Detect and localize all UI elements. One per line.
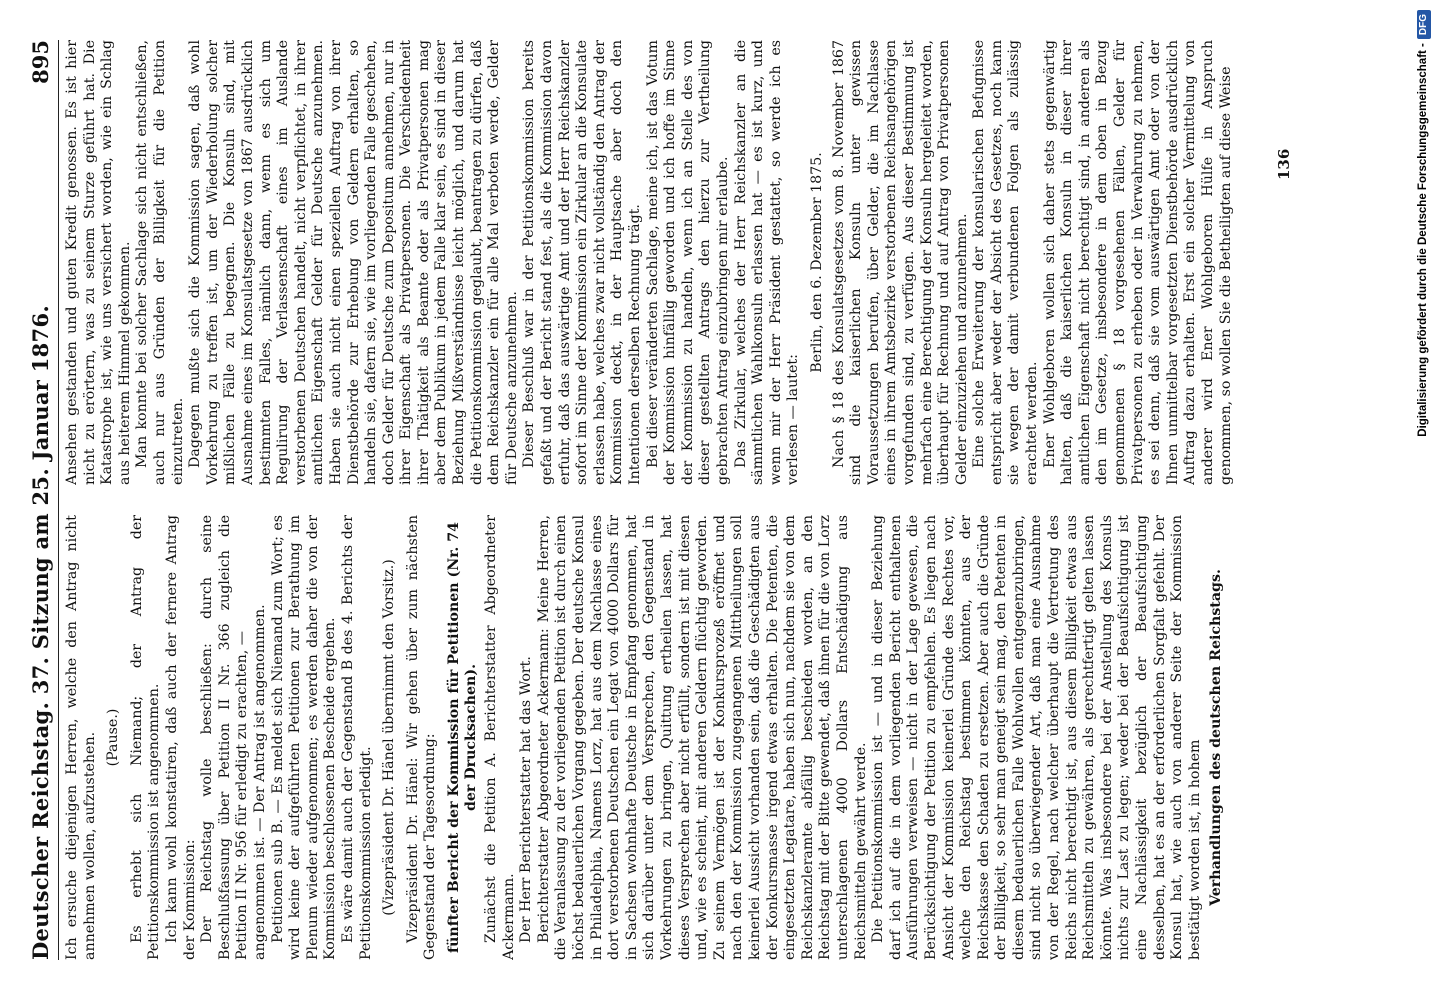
right-column — [64, 40, 1264, 485]
digitization-sidebar — [1402, 0, 1432, 1000]
footer-title: Verhandlungen des deutschen Reichstags. — [1208, 569, 1225, 906]
left-column — [64, 515, 1264, 960]
signature-mark: 136 — [1275, 148, 1293, 180]
paragraph: Bei dieser veränderten Sachlage, meine ich, ist das Votum der Kommission hinfällig geworden und ich hoffe im Sinne der Kommission zu handeln, wenn ich an Stelle des von dieser gestellten Antrags den hierzu zur Vertheilung gebrachten Antrag einzubringen mir erlaube. — [644, 40, 731, 485]
motion-text: Der Reichstag wolle beschließen: durch seine Beschlußfassung über Petition II Nr. 366 zugleich die Petition II Nr. 956 für erledigt zu erachten, — — [199, 515, 251, 960]
page-number: 895 — [28, 40, 53, 84]
paragraph: Der Herr Berichterstatter hat das Wort. — [518, 656, 535, 943]
paragraph: Zunächst die Petition A. Berichterstatter Abgeordneter Ackermann. — [483, 515, 517, 960]
paragraph: Ich kann wohl konstatiren, daß auch der fernere Antrag der Kommission: — [163, 515, 198, 960]
paragraph: Petitionen sub B. — Es meldet sich Niemand zum Wort; es wird keine der aufgeführten Petitionen zur Berathung im Plenum wieder aufgenommen; es werden daher die von der Kommission beschlossenen Bescheide ergehen. — [269, 515, 339, 960]
circular-paragraph: Ener Wohlgeboren wollen sich daher stets gegenwärtig halten, daß die kaiserlichen Konsuln in dieser ihrer amtlichen Eigenschaft nicht berechtigt sind, in anderen als den im Gesetze, insbesondere in dem oben in Bezug genommenen § 18 vorgesehenen Fällen, Gelder für Privatpersonen zu erheben oder in Verwahrung zu nehmen, es sei denn, daß sie vom auswärtigen Amt oder von der Ihnen unmittelbar vorgesetzten Dienstbehörde ausdrücklich Auftrag dazu erhalten. Erst ein solcher Vermittelung von anderer wird Ener Wohlgeboren Hülfe in Anspruch genommen, so wollen Sie die Betheiligten auf diese Weise — [1041, 40, 1234, 485]
digitization-credit — [1408, 0, 1432, 1000]
speech-paragraph: Berichterstatter Abgeordneter Ackermann: Meine Herren, die Veranlassung zu der vorliegenden Petition ist durch einen höchst bedauerlichen Vorgang gegeben. Der deutsche Konsul in Philadelphia, Namens Lorz, hat aus dem Nachlasse eines dort verstorbenen Deutschen ein Legat von 4000 Dollars für in Sachsen wohnhafte Deutsche in Empfang genommen, hat sich darüber unter dem Versprechen, den Gegenstand in Vorkehrungen zu bringen, Quittung ertheilen lassen, hat dieses Versprechen aber nicht erfüllt, sondern ist mit diesen und, wie es scheint, mit anderen Geldern flüchtig geworden. Zu seinem Vermögen ist der Konkursprozeß eröffnet und nach den der Kommission zugegangenen Mittheilungen soll keinerlei Aussicht vorhanden sein, daß die Geschädigten aus der Konkursmasse irgend etwas erhalten. Die Petenten, die eingesetzten Legatare, haben sich nun, nachdem sie von dem Reichskanzleramte abfällig beschieden worden, an den Reichstag mit der Bitte gewendet, daß ihnen für die von Lorz unterschlagenen 4000 Dollars Entschädigung aus Reichsmitteln gewährt werde. — [535, 515, 869, 960]
paragraph: Man konnte bei solcher Sachlage sich nicht entschließen, auch nur aus Gründen der Billigkeit für die Petition einzutreten. — [134, 40, 186, 485]
stage-direction: (Vizepräsident Dr. Hänel übernimmt den Vorsitz.) — [381, 559, 398, 916]
paragraph: Dagegen mußte sich die Kommission sagen, daß wohl Vorkehrung zu treffen ist, um der Wiederholung solcher mißlichen Fälle zu begegnen. Die Konsuln sind, mit Ausnahme eines im Konsulatsgesetze von 1867 ausdrücklich bestimmten Falles, nämlich dann, wenn es sich um Regulirung der Verlassenschaft eines im Auslande verstorbenen Deutschen handelt, nicht verpflichtet, in ihrer amtlichen Eigenschaft Gelder für Deutsche anzunehmen. Haben sie auch nicht einen speziellen Auftrag von ihrer Dienstbehörde zur Erhebung von Geldern erhalten, so handeln sie, dafern sie, wie im vorliegenden Falle geschehen, doch Gelder für Deutsche zum Depositum annehmen, nur in ihrer Eigenschaft als Privatpersonen. Die Verschiedenheit ihrer Thätigkeit als Beamte oder als Privatpersonen mag aber dem Publikum in jedem Falle klar sein, es sind in dieser Beziehung Mißverständnisse leicht möglich, und darum hat die Petitionskommission geglaubt, beantragen zu dürfen, daß dem Reichskanzler ein für alle Mal verboten werde, Gelder für Deutsche anzunehmen. — [187, 40, 520, 485]
agenda-heading: fünfter Bericht der Kommission für Petitionen (Nr. 74 der Drucksachen). — [445, 521, 480, 954]
paragraph: Es erhebt sich Niemand; der Antrag der Petitionskommission ist angenommen. — [128, 515, 163, 960]
paragraph: Ansehen gestanden und guten Kredit genossen. Es ist hier nicht zu erörtern, was zu seinem Sturze geführt hat. Die Katastrophe ist, wie uns versichert worden, wie ein Schlag aus heiterem Himmel gekommen. — [64, 40, 133, 485]
circular-paragraph: Nach § 18 des Konsulatsgesetzes vom 8. November 1867 sind die kaiserlichen Konsuln unter gewissen Voraussetzungen berufen, über Gelder, die im Nachlasse eines in ihrem Amtsbezirke verstorbenen Reichsangehörigen vorgefunden sind, zu verfügen. Aus dieser Bestimmung ist mehrfach eine Berechtigung der Konsuln hergeleitet worden, überhaupt für Rechnung und auf Antrag von Privatpersonen Gelder einzuziehen und anzunehmen. — [830, 40, 970, 485]
paragraph: Ich ersuche diejenigen Herren, welche den Antrag nicht annehmen wollen, aufzustehen. — [64, 515, 98, 960]
speech-paragraph: Die Petitionskommission ist — und in dieser Beziehung darf ich auf die in dem vorliegenden Bericht enthaltenen Ausführungen verweisen — nicht in der Lage gewesen, die Berücksichtigung der Petition zu empfehlen. Es liegen nach Ansicht der Kommission keinerlei Gründe des Rechtes vor, welche den Reichstag bestimmen könnten, aus der Reichskasse den Schaden zu ersetzen. Aber auch die Gründe der Billigkeit, so sehr man geneigt sein mag, den Petenten in diesem bedauerlichen Falle Wohlwollen entgegenzubringen, sind nicht so überwiegender Art, daß man eine Ausnahme von der Regel, nach welcher überhaupt die Vertretung des Reichs nicht berechtigt ist, aus diesem Billigkeit etwas aus Reichsmitteln zu gewähren, als gerechtfertigt gelten lassen könnte. Was insbesondere bei der Anstellung des Konsuls nichts zur Last zu legen; weder bei der Beaufsichtigung ist eine Nachlässigkeit bezüglich der Beaufsichtigung desselben, hat es an der erforderlichen Sorgfalt gefehlt. Der Konsul hat, wie auch von anderer Seite der Kommission bestätigt worden ist, in hohem — [870, 515, 1203, 960]
page-header — [24, 40, 59, 960]
paragraph: angenommen ist. — Der Antrag ist angenommen. — [251, 604, 268, 960]
paragraph: Vizepräsident Dr. Hänel: Wir gehen über zum nächsten Gegenstand der Tagesordnung: — [404, 515, 439, 960]
dfg-logo: DFG — [1417, 10, 1431, 39]
credit-text: Digitalisierung gefördert durch die Deutsche Forschungsgemeinschaft - — [1417, 43, 1429, 437]
paragraph: Dieser Beschluß war in der Petitionskommission bereits gefaßt und der Bericht stand fest, als die Kommission davon erfuhr, daß das auswärtige Amt und der Herr Reichskanzler sofort im Sinne der Kommission ein Zirkular an die Konsulate erlassen habe, welches zwar nicht vollständig den Antrag der Kommission deckt, in der Hauptsache aber doch den Intentionen derselben Rechnung trägt. — [521, 40, 643, 485]
circular-date: Berlin, den 6. Dezember 1875. — [808, 152, 825, 373]
circular-paragraph: Eine solche Erweiterung der konsularischen Befugnisse entspricht aber weder der Absicht des Gesetzes, noch kann sie wegen der damit verbundenen Folgen als zulässig erachtet werden. — [971, 40, 1041, 485]
paragraph: Es wäre damit auch der Gegenstand B des 4. Berichts der Petitionskommission erledigt. — [339, 515, 374, 960]
paragraph: Das Zirkular, welches der Herr Reichskanzler an die sämmtlichen Wahlkonsuln erlassen hat — es ist kurz, und wenn mir der Herr Präsident gestattet, so werde ich es verlesen — lautet: — [732, 40, 802, 485]
running-title: Deutscher Reichstag. 37. Sitzung am 25. Januar 1876. — [28, 305, 53, 960]
stage-direction: (Pause.) — [105, 708, 122, 767]
